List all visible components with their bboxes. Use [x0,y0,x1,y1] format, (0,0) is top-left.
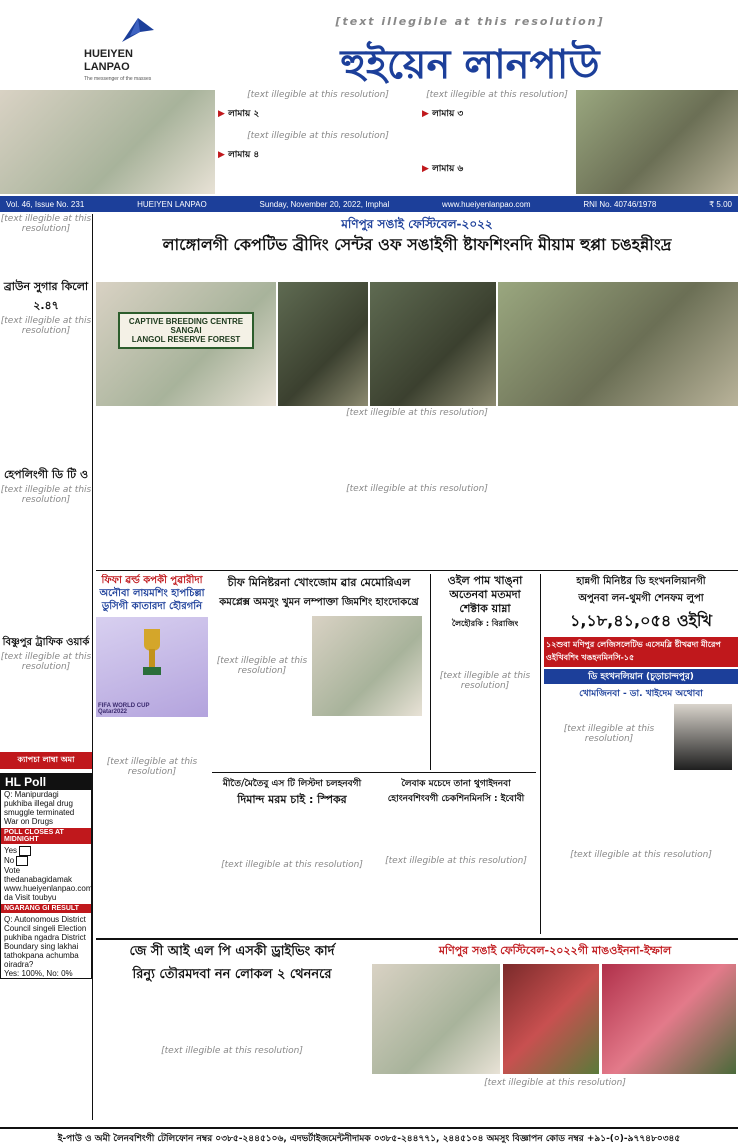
logo-name: HUEIYEN LANPAO [84,48,133,73]
masthead-title: হুইয়েন লানপাউ [340,41,600,88]
sangai-imphal-story: মণিপুর সঙাই ফেস্টিবেল-২০২২গী মাঙওইননা-ইম্ফাল [text illegible at this resolution] [372,942,738,1124]
volume: Vol. 46, Issue No. 231 [6,199,85,209]
chief-photo [312,616,422,716]
poll-result-head: NGARANG GI RESULT [1,904,91,913]
world-cup-trophy-graphic [96,617,208,717]
price: ₹ 5.00 [709,199,732,209]
brief-2-head: হেপলিংগী ডি টি ও [3,468,89,481]
poll-no-row: No [1,856,91,866]
left-column: [text illegible at this resolution] ব্রাউন সুগার কিলো ২.৪৭ [text illegible at this resolution] হেপলিংগী ডি টি ও [text illegible at this resolution] বিষ্ণুপুর ট্রাফিক ওয়ার্ক [text illegible at this resolution] ক্যাপচা লাম্বা অমা HL Poll Q: Manipurdagi pukhiba illegal drug smuggle terminated War on Drugs POLL CLOSES AT MIDNIGHT Yes No Vote thedanabagidamak www.hueiyenlanpao.com da Visit toubyu NGARANG GI RESULT Q: Autonomous District Council singeli Election pukhiba ngadra District Boundary sing lakhai tathokpana achumba oiradra? Yes: 100%, No: 0% [0,214,93,1120]
oil-headline: ওইল পাম খাঙ্না অতেনবা মতমদা শেক্টাক য়াম্না [447,574,523,615]
page-ref-3: ▶ লামায় ৩ [422,109,464,119]
chief-minister-story: চীফ মিনিষ্টরনা খোংজোম ৱার মেমোরিএল কমপ্লেক্স অমসুং খুমন লম্পাক্তা জিমশিং হাংদোকখ্রে [text illegible at this resolution] [212,574,426,770]
top-left-photo [0,90,215,194]
paper-name: HUEIYEN LANPAO [137,199,207,209]
right-headline: হান্নগী মিনিষ্টর ডি হংখনলিয়ানগী [576,576,706,587]
right-column-story: হান্নগী মিনিষ্টর ডি হংখনলিয়ানগী অপুনবা লন-থুমগী শেনফম লুপা ১,১৮,৪১,০৫৪ ওইখি ১২শুবা মণিপুর লেজিসলেটিভ এসেমব্লি ষ্টীখৱদা মীরেপ ওইখিবশিং খঙহনমিনসি-১৫ ডি হংখনলিয়ান (চুড়াচান্দপুর) খোমজিনবা - ডা. খাইদেম অথোবা [text illegible at this resolution] [text illegible at this resolution] [540,574,738,934]
candidate-portrait [674,704,732,770]
poll-closes: POLL CLOSES AT MIDNIGHT [1,828,91,844]
oil-tag: লৈহৌরকি : বিরাজিং [451,619,519,628]
election-banner: ১২শুবা মণিপুর লেজিসলেটিভ এসেমব্লি ষ্টীখৱদা মীরেপ ওইখিবশিং খঙহনমিনসি-১৫ [544,637,738,667]
page-ref-4: ▶ লামায় ৪ [218,150,260,160]
brief-3-head: বিষ্ণুপুর ট্রাফিক ওয়ার্ক [2,637,90,648]
lead-photo-deer-2 [370,282,496,406]
footer-contact: ই-পাউ ও অমী লৈনবশিংগী টেলিফোন নম্বর ০৩৮৫-২৪৪৫১০৬, এদভর্টাইজমেন্টনীদামক ০৩৮৫-২৪৪৭৭১, ২৪৪৫১০৪ অমসুং বিজ্ঞাপন কোড নম্বর +৯১-(০)-৯৭৭৪৮০৩৪৫ [0,1127,738,1147]
sangai-photo-2 [503,964,599,1074]
poll-question-2: Q: Autonomous District Council singeli Election pukhiba ngadra District Boundary sing lakhai tathokpana achumba oiradra? [4,915,87,969]
byline: খোমজিনবা - ডা. খাইদেম অথোবা [579,689,703,699]
dateline-bar [0,196,738,212]
poll-question: Q: Manipurdagi pukhiba illegal drug smuggle terminated War on Drugs [4,790,75,826]
candidate-banner: ডি হংখনলিয়ান (চুড়াচান্দপুর) [544,669,738,684]
issue-date: Sunday, November 20, 2022, Imphal [259,199,390,209]
no-checkbox[interactable] [16,856,28,866]
sangai-photo-3 [602,964,736,1074]
jcil-headline: জে সী আই এল পি এসকী ড্রাইভিং কার্দ [129,944,335,959]
fifa-wordmark: FIFA WORLD CUP Qatar2022 [98,703,150,715]
masthead-meitei-mayek: [text illegible at this resolution] [335,14,605,28]
top-story-1: [text illegible at this resolution] ▶ লামায় ২ [text illegible at this resolution] ▶ লামায় ৪ [218,90,418,194]
logo-tagline: The messenger of the masses [84,76,152,82]
ibobi-headline: লৈবাক মচেদে তানা থুগাইদনবা [401,779,511,789]
lead-headline: লাঙ্গোলগী কেপটিভ ব্রীদিং সেন্টর ওফ সঙাইগী ষ্টাফশিংনদি মীয়াম হুপ্পা চঙহন্নীংদ্র [162,235,672,254]
jcil-story: জে সী আই এল পি এসকী ড্রাইভিং কার্দ রিন্যু তৌরমদবা নন লোকল ২ থেননরে [text illegible at this resolution] [96,942,368,1124]
website: www.hueiyenlanpao.com [442,199,531,209]
speaker-story: মীতৈ/মৈতৈবু এস টি লিস্টদা চলহনবগী দিমান্দ মরম চাই : স্পিকর [text illegible at this resolution] [212,776,372,934]
poll-title: HL Poll [1,774,91,790]
origami-bird-icon [120,16,156,44]
jcil-sub: রিন্যু তৌরমদবা নন লোকল ২ থেননরে [132,967,332,982]
oil-palm-story: ওইল পাম খাঙ্না অতেনবা মতমদা শেক্টাক য়াম্না লৈহৌরকি : বিরাজিং [text illegible at this resolution] [430,574,536,770]
ibobi-sub: হোংনবশিংবগী চেকশিনমিনসি : ইবোবী [387,794,525,804]
right-amount: ১,১৮,৪১,০৫৪ ওইখি [569,611,713,630]
hl-poll [0,773,92,979]
chief-headline: চীফ মিনিষ্টরনা খোংজোম ৱার মেমোরিএল [227,576,411,589]
lead-kicker: মণিপুর সঙাই ফেস্টিবেল-২০২২ [341,217,493,231]
captive-breeding-sign: CAPTIVE BREEDING CENTRE SANGAI LANGOL RESERVE FOREST [118,312,254,349]
speaker-sub: দিমান্দ মরম চাই : স্পিকর [237,793,347,806]
trophy-icon [132,625,172,685]
right-sub: অপুনবা লন-থুমগী শেনফম লুপা [578,593,704,604]
mid-rule [212,772,536,773]
lead-photo-deer-1 [278,282,368,406]
ibobi-story: লৈবাক মচেদে তানা থুগাইদনবা হোংনবশিংবগী চেকশিনমিনসি : ইবোবী [text illegible at this resolution] [376,776,536,934]
hueiyen-lanpao-logo [84,16,188,88]
brief-1-head: ব্রাউন সুগার কিলো ২.৪৭ [3,280,89,312]
poll-yes-row: Yes [1,846,91,856]
lead-photo-sign [96,282,276,406]
poll-result: Yes: 100%, No: 0% [4,969,73,978]
lead-bottom-rule [96,570,738,571]
rni-number: RNI No. 40746/1978 [583,199,657,209]
top-right-photo [576,90,738,194]
fifa-story: ফিফা ৱর্ল্ড কপকী পুৱারীদা অনৌবা লায়মশিং হাপচিল্লা ডুসিগী কাতারদা হৌরগনি FIFA WORLD CUP Qatar2022 [text illegible at this resolution] [96,574,208,934]
lead-body: [text illegible at this resolution] [346,484,488,494]
page-ref-6: ▶ লামায় ৬ [422,164,464,174]
sangai-photo-1 [372,964,500,1074]
lead-photo-enclosure [498,282,738,406]
top-story-2: [text illegible at this resolution] ▶ লামায় ৩ ▶ লামায় ৬ [422,90,572,194]
poll-vote-instructions: Vote thedanabagidamak www.hueiyenlanpao.com da Visit toubyu [4,866,93,902]
lead-captions: [text illegible at this resolution] [346,408,488,418]
ad-label: ক্যাপচা লাম্বা অমা [0,752,92,769]
speaker-headline: মীতৈ/মৈতৈবু এস টি লিস্টদা চলহনবগী [222,779,362,789]
page-ref-2: ▶ লামায় ২ [218,109,260,119]
yes-checkbox[interactable] [19,846,31,856]
bottom-rule [96,938,738,940]
fifa-headline: ফিফা ৱর্ল্ড কপকী পুৱারীদা অনৌবা লায়মশিং হাপচিল্লা ডুসিগী কাতারদা হৌরগনি [99,575,205,612]
sangai-headline: মণিপুর সঙাই ফেস্টিবেল-২০২২গী মাঙওইননা-ইম্ফাল [438,944,672,957]
chief-subheadline: কমপ্লেক্স অমসুং খুমন লম্পাক্তা জিমশিং হাংদোকখ্রে [219,597,419,608]
